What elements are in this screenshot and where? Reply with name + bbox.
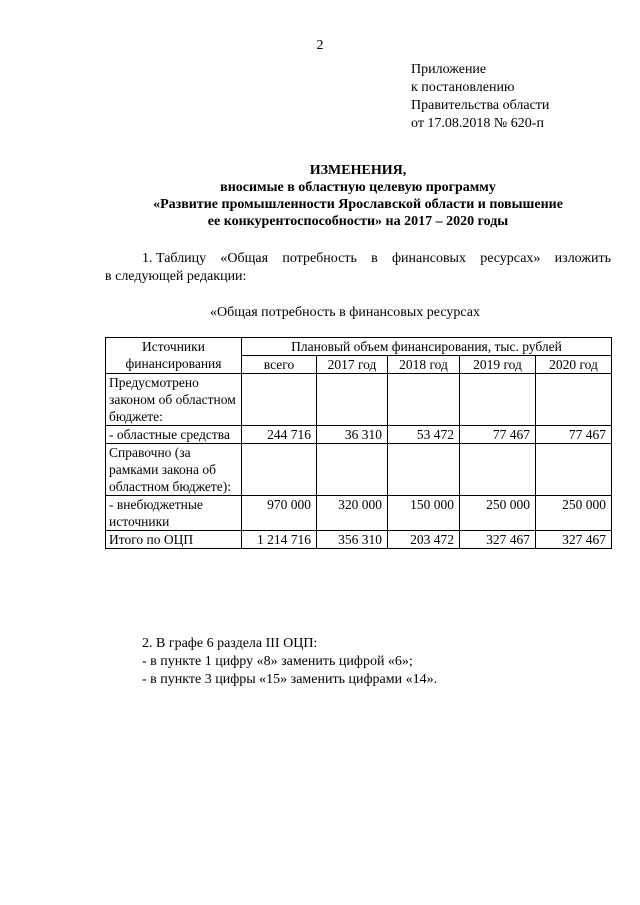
paragraph-1 — [105, 250, 611, 286]
appendix-line: от 17.08.2018 № 620-п — [411, 116, 544, 131]
paragraph-word: ресурсах» — [480, 251, 541, 266]
row-value: 77 467 — [536, 426, 612, 444]
row-value: 327 467 — [460, 531, 536, 549]
table-row — [106, 444, 612, 496]
closing-line: - в пункте 1 цифру «8» заменить цифрой «6»; — [142, 654, 413, 669]
appendix-line: к постановлению — [411, 80, 515, 95]
row-value: 1 214 716 — [242, 531, 317, 549]
row-value: 203 472 — [388, 531, 460, 549]
paragraph-1-line-2: в следующей редакции: — [105, 269, 247, 284]
row-value: 356 310 — [317, 531, 388, 549]
table-row — [106, 496, 612, 531]
paragraph-word: финансовых — [391, 251, 466, 266]
row-value: 150 000 — [388, 496, 460, 531]
table-header-row — [106, 338, 612, 356]
row-value: 244 716 — [242, 426, 317, 444]
header-year: 2020 год — [536, 356, 612, 374]
closing-paragraph — [142, 635, 437, 689]
row-value: 320 000 — [317, 496, 388, 531]
paragraph-word: «Общая — [220, 251, 269, 266]
row-value — [388, 444, 460, 496]
paragraph-1-line-1 — [105, 250, 611, 268]
row-label: Итого по ОЦП — [106, 531, 242, 549]
header-year: 2018 год — [388, 356, 460, 374]
row-label: - областные средства — [106, 426, 242, 444]
title-line: «Развитие промышленности Ярославской области и повышение — [153, 197, 563, 212]
title-line: ее конкурентоспособности» на 2017 – 2020 годы — [207, 214, 509, 229]
row-value: 970 000 — [242, 496, 317, 531]
header-plan: Плановый объем финансирования, тыс. рублей — [242, 338, 612, 356]
paragraph-word: в — [371, 251, 378, 266]
closing-line: 2. В графе 6 раздела III ОЦП: — [142, 636, 318, 651]
paragraph-word: 1. Таблицу — [142, 251, 207, 266]
row-value — [242, 374, 317, 426]
row-value: 250 000 — [536, 496, 612, 531]
row-value — [317, 444, 388, 496]
appendix-line: Правительства области — [411, 98, 550, 113]
table-row — [106, 374, 612, 426]
title-line: ИЗМЕНЕНИЯ, — [309, 163, 407, 178]
row-value: 36 310 — [317, 426, 388, 444]
row-value: 77 467 — [460, 426, 536, 444]
appendix-line: Приложение — [411, 62, 487, 77]
row-value — [388, 374, 460, 426]
row-value — [460, 374, 536, 426]
row-label: Предусмотрено законом об областном бюджете: — [106, 374, 242, 426]
row-value: 327 467 — [536, 531, 612, 549]
closing-line: - в пункте 3 цифры «15» заменить цифрами «14». — [142, 672, 438, 687]
table-total-row — [106, 531, 612, 549]
header-total: всего — [242, 356, 317, 374]
table-caption: «Общая потребность в финансовых ресурсах — [210, 305, 480, 320]
appendix-block — [411, 61, 549, 133]
page-number: 2 — [316, 38, 324, 53]
row-value — [242, 444, 317, 496]
header-year: 2017 год — [317, 356, 388, 374]
row-value: 53 472 — [388, 426, 460, 444]
financing-table — [105, 337, 612, 549]
paragraph-word: изложить — [554, 251, 611, 266]
header-sources: Источники финансирования — [106, 338, 242, 374]
row-value — [536, 444, 612, 496]
paragraph-word: потребность — [282, 251, 357, 266]
row-label: Справочно (за рамками закона об областном бюджете): — [106, 444, 242, 496]
row-value — [317, 374, 388, 426]
row-label: - внебюджетные источники — [106, 496, 242, 531]
document-title — [98, 162, 618, 230]
row-value — [536, 374, 612, 426]
title-line: вносимые в областную целевую программу — [220, 180, 496, 195]
row-value: 250 000 — [460, 496, 536, 531]
row-value — [460, 444, 536, 496]
header-year: 2019 год — [460, 356, 536, 374]
table-row — [106, 426, 612, 444]
